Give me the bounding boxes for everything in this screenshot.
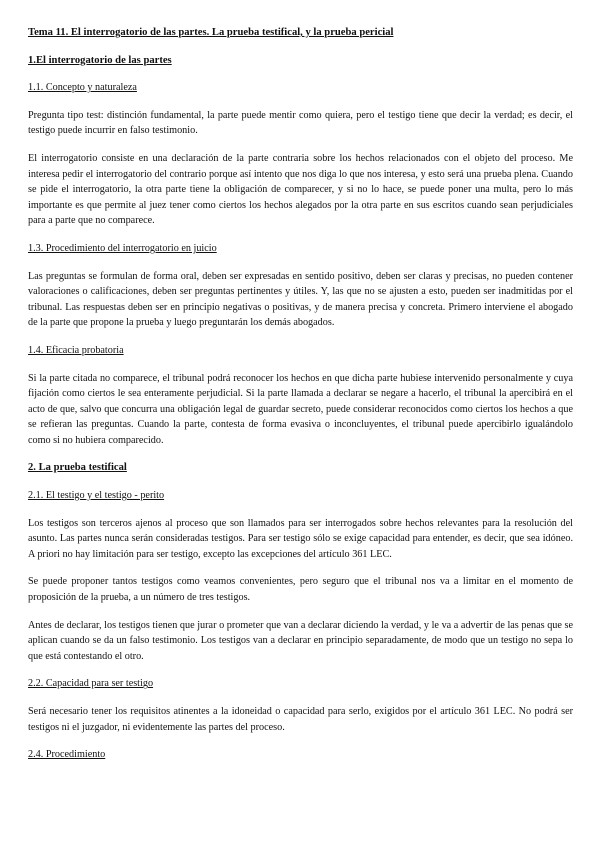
document-page [28,25,573,775]
subsection-heading-2-1: 2.1. El testigo y el testigo - perito [28,490,165,502]
subsection-heading-1-3: 1.3. Procedimiento del interrogatorio en juicio [28,242,217,254]
paragraph: Antes de declarar, los testigos tienen que jurar o prometer que van a declarar diciendo la verdad, y le va a advertir de las penas que se aplican cuando se da un falso testimonio. Los testigos van a declarar en principio separadamente, de modo que un testigo no sepa lo que está contestando el otro. [28,619,573,662]
paragraph: El interrogatorio consiste en una declaración de la parte contraria sobre los hechos relacionados con el objeto del proceso. Me interesa pedir el interrogatorio del contrario porque así intento que nos diga lo que nos interesa, y esto será una prueba plena. Cuando se pide el interrogatorio, la otra parte tiene la obligación de comparecer, y si no lo hace, se puede poner una multa, pero lo más importante es que permite al juez tener como ciertos los hechos alegados por la otra parte en sus escritos cuando sean perjudiciales para a parte que no comparece. [28,152,573,227]
paragraph: Será necesario tener los requisitos atinentes a la idoneidad o capacidad para serlo, exigidos por el artículo 361 LEC. No podrá ser testigos ni el juzgador, ni evidentemente las partes del proceso. [28,706,573,733]
section-heading-2: 2. La prueba testifical [28,462,127,474]
paragraph: Los testigos son terceros ajenos al proceso que son llamados para ser interrogados sobre hechos relevantes para la resolución del asunto. Las partes nunca serán consideradas testigos. Para ser testigo sólo se exige capacidad para entender, es decir, que sea idóneo. A priori no hay limitación para ser testigo, excepto las excepciones del artículo 361 LEC. [28,517,573,560]
paragraph: Se puede proponer tantos testigos como veamos convenientes, pero seguro que el tribunal nos va a limitar en el momento de proposición de la prueba, a un número de tres testigos. [28,576,573,604]
document-title: Tema 11. El interrogatorio de las partes. La prueba testifical, y la prueba pericial [28,27,394,38]
paragraph: Las preguntas se formulan de forma oral, deben ser expresadas en sentido positivo, deben ser claras y precisas, no pueden contener valoraciones o calificaciones, deben ser preguntas pertinentes y útiles. Y, las que no se ajusten a esto, pueden ser inadmitidas por el tribunal. Las respuestas deben ser en principio negativas o positivas, y de manera precisa y concreta. Primero interviene el abogado de la parte que propone la prueba y luego preguntarán los demás abogados. [28,270,573,329]
paragraph: Si la parte citada no comparece, el tribunal podrá reconocer los hechos en que dicha parte hubiese intervenido personalmente y cuya fijación como ciertos le sea enteramente perjudicial. Si la parte llamada a declarar se negare a hacerlo, el tribunal la apercibirá en el acto de que, salvo que concurra una obligación legal de guardar secreto, puede considerar reconocidos como ciertos los hechos a que se refieran las preguntas. Cuando la parte, contesta de forma evasiva o inconcluyentes, el tribunal puede apercibirlo igualándolo como si no hubiera comparecido. [28,372,573,446]
paragraph: Pregunta tipo test: distinción fundamental, la parte puede mentir como quiera, pero el testigo tiene que decir la verdad; es decir, el testigo puede incurrir en falso testimonio. [28,109,573,137]
subsection-heading-2-2: 2.2. Capacidad para ser testigo [28,678,154,690]
subsection-heading-1-4: 1.4. Eficacia probatoria [28,344,124,356]
section-heading-1: 1.El interrogatorio de las partes [28,54,172,66]
subsection-heading-1-1: 1.1. Concepto y naturaleza [28,82,137,94]
subsection-heading-2-4: 2.4. Procedimiento [28,749,106,761]
